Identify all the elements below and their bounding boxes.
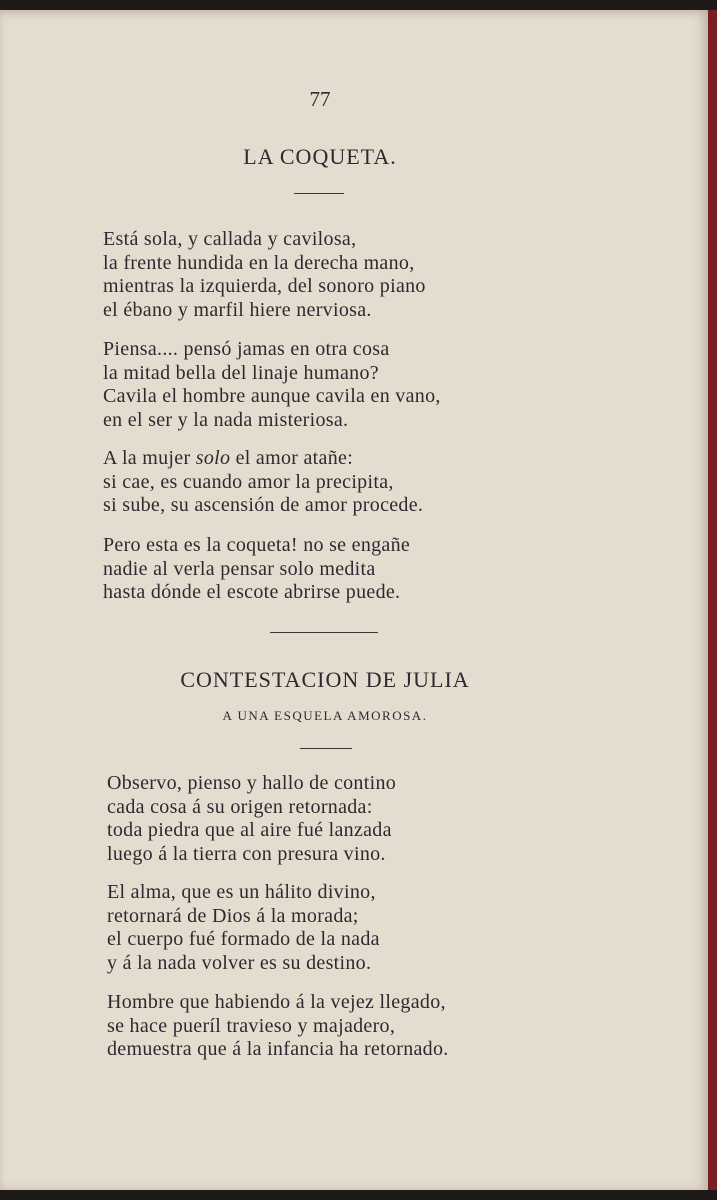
verse-line-text: el amor atañe: — [230, 447, 354, 469]
verse-line: si sube, su ascensión de amor procede. — [103, 494, 424, 516]
stanza — [103, 228, 426, 322]
verse-line: y á la nada volver es su destino. — [107, 951, 372, 974]
verse-line: mientras la izquierda, del sonoro piano — [103, 275, 426, 297]
verse-line-text: A la mujer — [103, 447, 196, 469]
verse-line: Piensa.... pensó jamas en otra cosa — [103, 338, 390, 360]
stanza — [103, 534, 410, 605]
poem-title: LA COQUETA. — [243, 144, 397, 169]
stanza — [107, 991, 449, 1062]
verse-line: el cuerpo fué formado de la nada — [107, 928, 380, 950]
verse-line: cada cosa á su origen retornada: — [107, 795, 373, 818]
verse-line: Observo, pienso y hallo de contino — [107, 772, 397, 794]
verse-line — [103, 447, 423, 471]
verse-line: toda piedra que al aire fué lanzada — [107, 819, 392, 841]
verse-line: demuestra que á la infancia ha retornado. — [107, 1038, 449, 1060]
verse-line: Está sola, y callada y cavilosa, — [103, 228, 357, 250]
stanza — [107, 772, 396, 866]
section-divider — [270, 632, 378, 633]
stanza — [103, 447, 423, 518]
poem-subtitle: A UNA ESQUELA AMOROSA. — [222, 708, 428, 723]
verse-line: si cae, es cuando amor la precipita, — [103, 470, 394, 493]
title-divider — [294, 193, 344, 194]
title-divider — [300, 748, 352, 749]
verse-line: la frente hundida en la derecha mano, — [103, 251, 415, 274]
stanza — [107, 881, 380, 975]
verse-line: retornará de Dios á la morada; — [107, 904, 359, 927]
verse-line: la mitad bella del linaje humano? — [103, 361, 379, 384]
emphasis: solo — [195, 447, 231, 469]
page-number: 77 — [309, 87, 331, 111]
verse-line: El alma, que es un hálito divino, — [107, 881, 376, 903]
verse-line: se hace pueríl travieso y majadero, — [107, 1014, 396, 1037]
verse-line: Cavila el hombre aunque cavila en vano, — [103, 385, 441, 407]
verse-line: el ébano y marfil hiere nerviosa. — [103, 298, 372, 321]
verse-line: en el ser y la nada misteriosa. — [103, 408, 349, 431]
verse-line: hasta dónde el escote abrirse puede. — [103, 581, 401, 603]
verse-line: nadie al verla pensar solo medita — [103, 557, 376, 580]
verse-line: luego á la tierra con presura vino. — [107, 842, 386, 865]
poem-title: CONTESTACION DE JULIA — [180, 667, 470, 692]
stanza — [103, 338, 441, 432]
verse-line: Pero esta es la coqueta! no se engañe — [103, 534, 411, 556]
verse-line: Hombre que habiendo á la vejez llegado, — [107, 991, 446, 1013]
book-edge — [708, 10, 717, 1190]
